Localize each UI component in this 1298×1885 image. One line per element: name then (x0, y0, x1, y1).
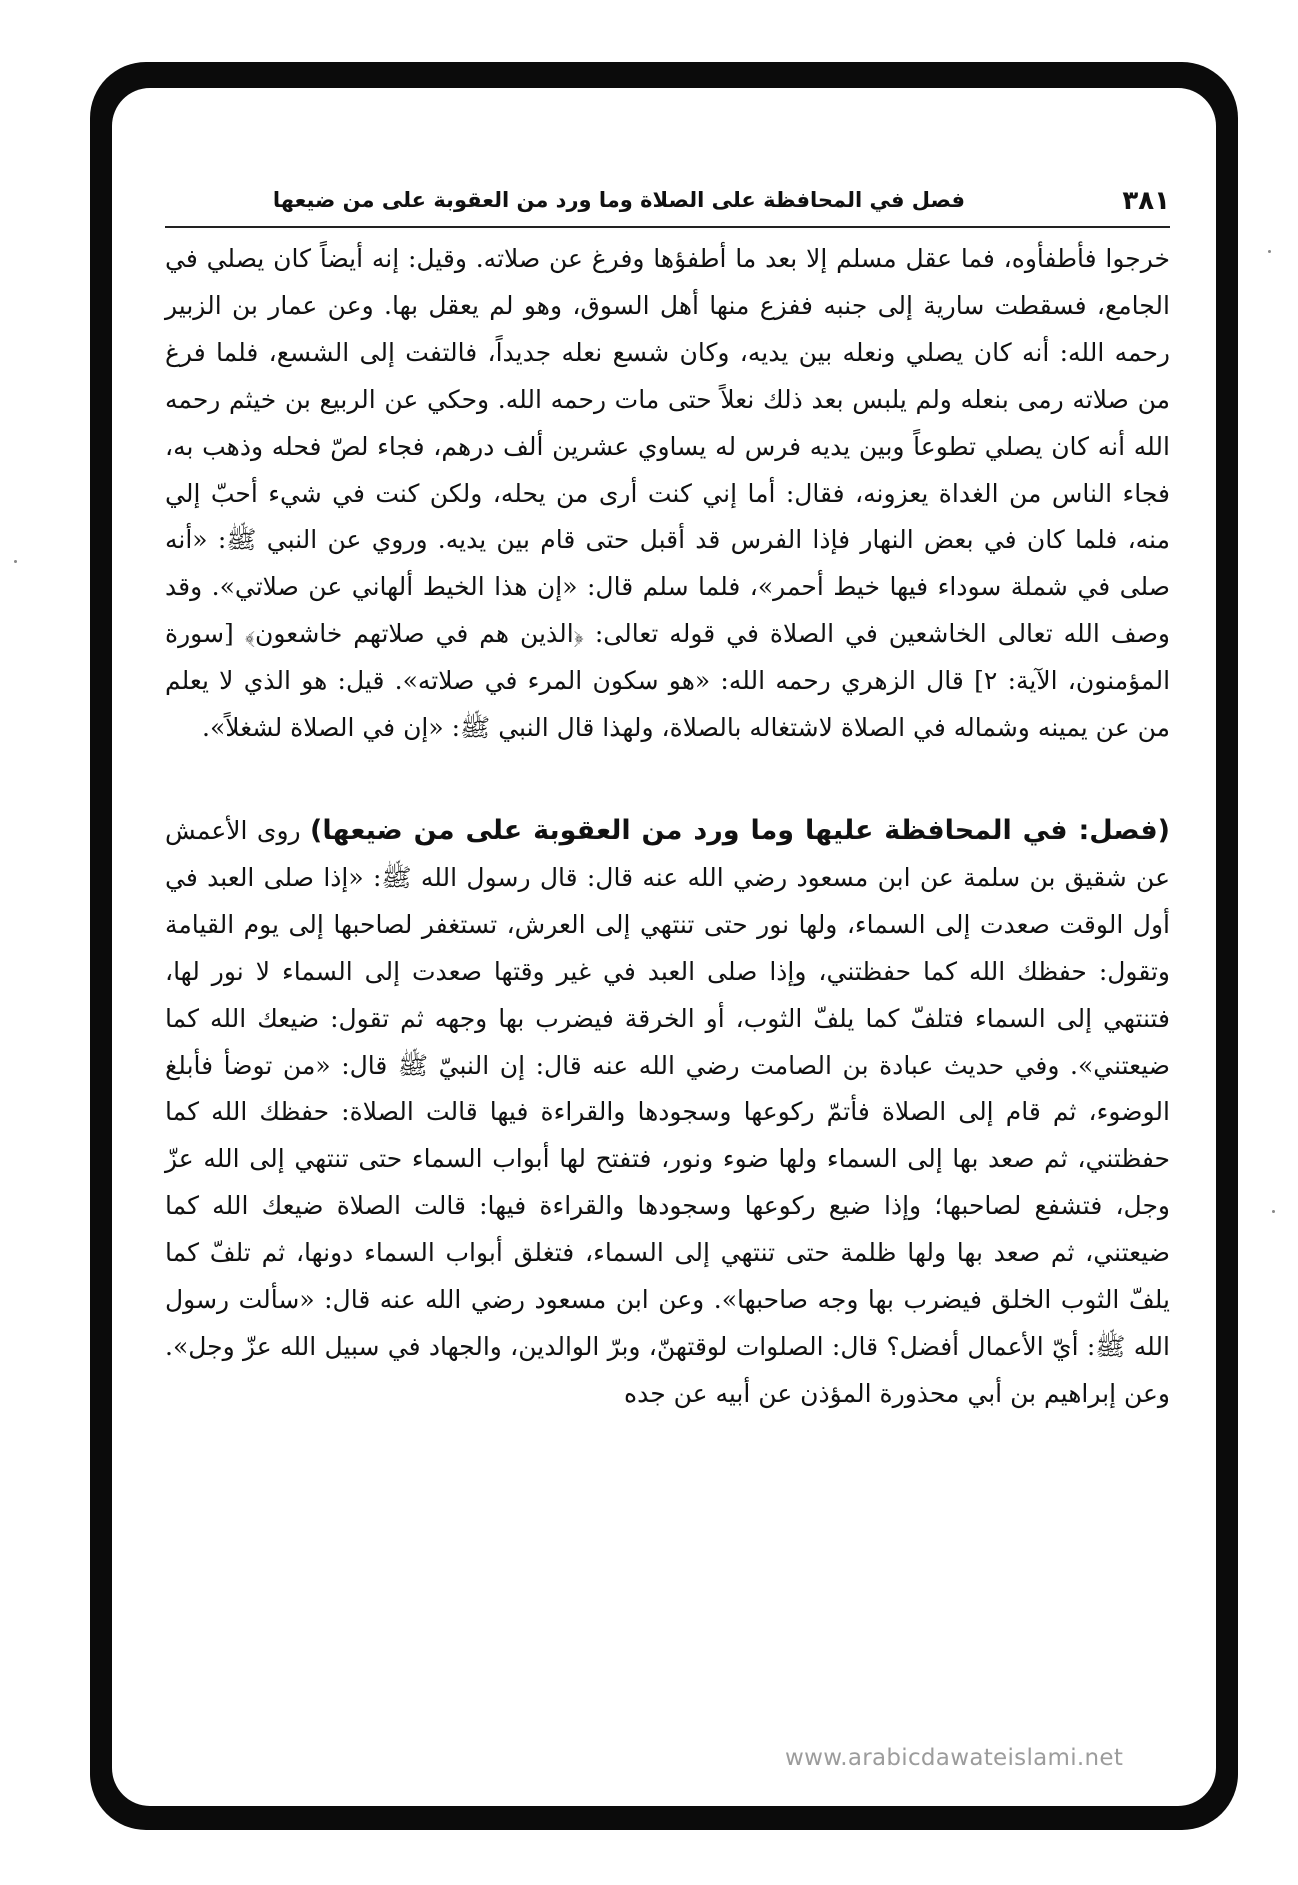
paragraph-1: خرجوا فأطفأوه، فما عقل مسلم إلا بعد ما أطفؤها وفرغ عن صلاته. وقيل: إنه أيضاً كان يصلي في الجامع، فسقطت سارية إلى جنبه ففزع منها أهل السوق، وهو لم يعقل بها. وعن عمار بن الزبير رحمه الله: أنه كان يصلي ونعله بين يديه، وكان شسع نعله جديداً، فالتفت إلى الشسع، فلما فرغ من صلاته رمى بنعله ولم يلبس بعد ذلك نعلاً حتى مات رحمه الله. وحكي عن الربيع بن خيثم رحمه الله أنه كان يصلي تطوعاً وبين يديه فرس له يساوي عشرين ألف درهم، فجاء لصّ فحله وذهب به، فجاء الناس من الغداة يعزونه، فقال: أما إني كنت أرى من يحله، ولكن كنت في شيء أحبّ إلي منه، فلما كان في بعض النهار فإذا الفرس قد أقبل حتى قام بين يديه. وروي عن النبي ﷺ: «أنه صلى في شملة سوداء فيها خيط أحمر»، فلما سلم قال: «إن هذا الخيط ألهاني عن صلاتي». وقد وصف الله تعالى الخاشعين في الصلاة في قوله تعالى: ﴿الذين هم في صلاتهم خاشعون﴾ [سورة المؤمنون، الآية: ٢] قال الزهري رحمه الله: «هو سكون المرء في صلاته». قيل: هو الذي لا يعلم من عن يمينه وشماله في الصلاة لاشتغاله بالصلاة، ولهذا قال النبي ﷺ: «إن في الصلاة لشغلاً». (165, 244, 1171, 743)
scan-artifact (1268, 250, 1271, 253)
scan-artifact (1272, 1210, 1275, 1213)
section-title: (فصل: في المحافظة عليها وما ورد من العقوبة على من ضيعها) (310, 814, 1171, 846)
running-head: فصل في المحافظة على الصلاة وما ورد من العقوبة على من ضيعها (272, 188, 965, 212)
scan-artifact (14, 560, 17, 563)
paragraph-2: روى الأعمش عن شقيق بن سلمة عن ابن مسعود رضي الله عنه قال: قال رسول الله ﷺ: «إذا صلى العبد في أول الوقت صعدت إلى السماء، ولها نور حتى تنتهي إلى العرش، تستغفر لصاحبها إلى يوم القيامة وتقول: حفظك الله كما حفظتني، وإذا صلى العبد في غير وقتها صعدت إلى السماء لا نور لها، فتنتهي إلى السماء فتلفّ كما يلفّ الثوب، أو الخرقة فيضرب بها وجهه ثم تقول: ضيعك الله كما ضيعتني». وفي حديث عبادة بن الصامت رضي الله عنه قال: إن النبيّ ﷺ قال: «من توضأ فأبلغ الوضوء، ثم قام إلى الصلاة فأتمّ ركوعها وسجودها والقراءة فيها قالت الصلاة: حفظك الله كما حفظتني، ثم صعد بها إلى السماء ولها ضوء ونور، فتفتح لها أبواب السماء حتى تنتهي إلى الله عزّ وجل، فتشفع لصاحبها؛ وإذا ضيع ركوعها وسجودها والقراءة فيها: قالت الصلاة ضيعك الله كما ضيعتني، ثم صعد بها ولها ظلمة حتى تنتهي إلى السماء، فتغلق أبواب السماء دونها، ثم تلفّ كما يلفّ الثوب الخلق فيضرب بها وجه صاحبها». وعن ابن مسعود رضي الله عنه قال: «سألت رسول الله ﷺ: أيّ الأعمال أفضل؟ قال: الصلوات لوقتهنّ، وبرّ الوالدين، والجهاد في سبيل الله عزّ وجل». وعن إبراهيم بن أبي محذورة المؤذن عن أبيه عن جده (165, 815, 1170, 1408)
body-text (165, 236, 1170, 1418)
watermark: www.arabicdawateislami.net (785, 1745, 1124, 1771)
section-paragraph (165, 808, 1170, 1418)
page-header (165, 180, 1170, 228)
page-number: ٣٨١ (1122, 186, 1170, 216)
header-rule (165, 226, 1170, 228)
